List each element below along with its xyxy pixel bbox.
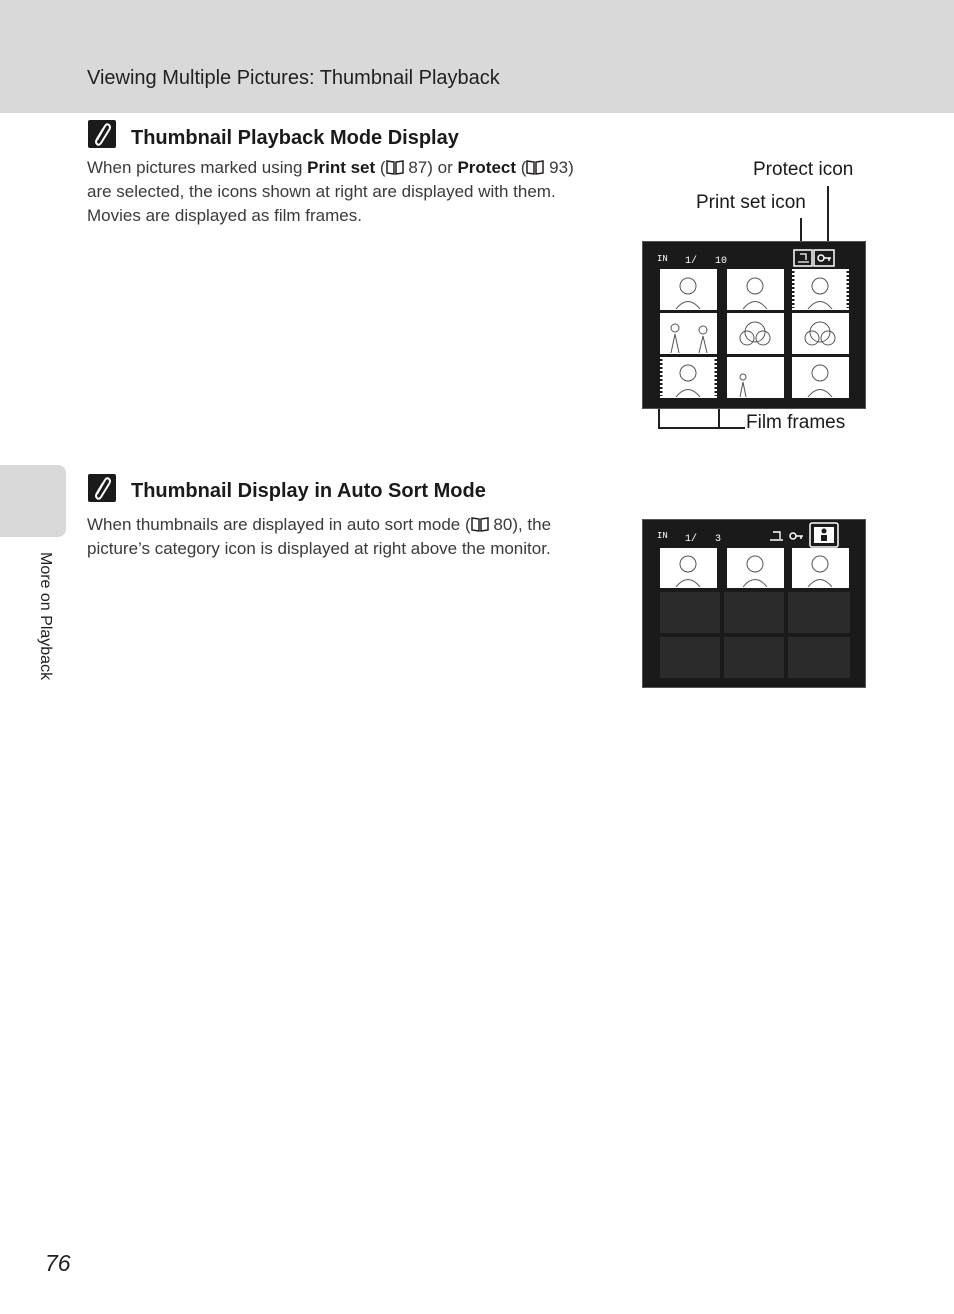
side-tab-label: More on Playback	[37, 552, 54, 681]
film-frames-callout: Film frames	[746, 412, 846, 433]
print-set-icon	[770, 532, 783, 540]
category-icon	[810, 523, 838, 547]
page-header-title: Viewing Multiple Pictures: Thumbnail Playback	[87, 67, 500, 89]
thumbnail-grid	[660, 548, 850, 678]
note-icon	[88, 474, 116, 502]
frame-counter: 1/ 10	[685, 256, 728, 267]
thumbnail-grid	[660, 269, 849, 398]
memory-indicator: IN	[657, 254, 668, 264]
section1-title: Thumbnail Playback Mode Display	[131, 127, 459, 149]
print-set-icon	[794, 250, 812, 266]
thumbnail-screen	[642, 241, 866, 409]
book-icon	[471, 515, 489, 531]
protect-icon	[814, 250, 834, 266]
print-set-term: Print set	[307, 158, 376, 177]
protect-icon-callout: Protect icon	[753, 159, 854, 180]
section2-body: When thumbnails are displayed in auto sort mode ( 80), the picture’s category icon is displayed at right above the monitor.	[87, 515, 552, 558]
auto-sort-screen	[642, 519, 866, 688]
protect-icon	[790, 533, 803, 539]
frame-counter: 1/ 3	[685, 534, 722, 545]
print-set-icon-callout: Print set icon	[696, 192, 806, 213]
section1-body: When pictures marked using Print set ( 87) or Protect ( 93) are selected, the icons shown at right are displayed with them. Movies are displayed as film frames.	[87, 158, 574, 225]
memory-indicator: IN	[657, 531, 668, 541]
section2-title: Thumbnail Display in Auto Sort Mode	[131, 480, 486, 502]
page-number: 76	[45, 1250, 71, 1276]
protect-term: Protect	[457, 158, 517, 177]
